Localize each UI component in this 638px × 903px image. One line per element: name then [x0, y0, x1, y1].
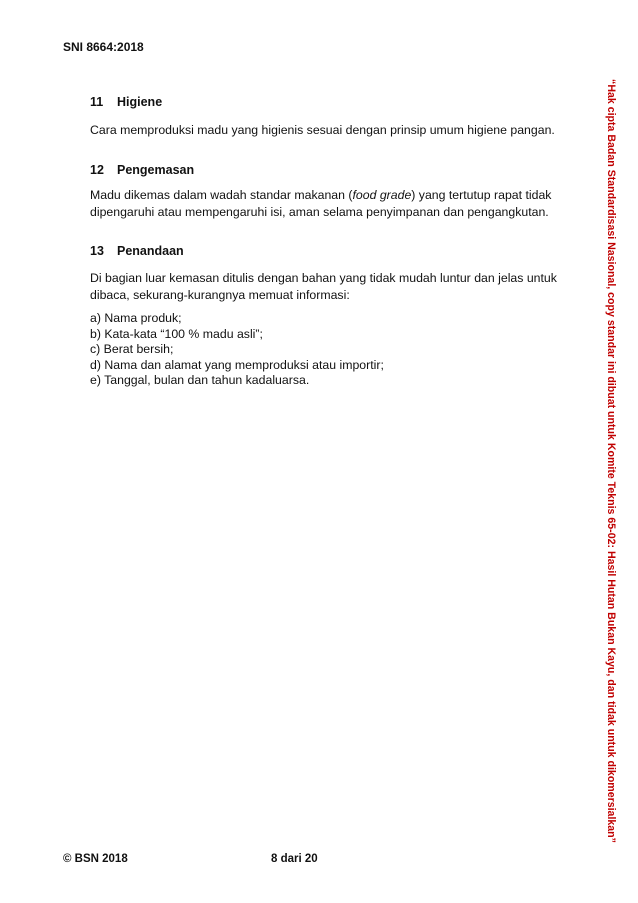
- footer-page-number: 8 dari 20: [271, 853, 318, 865]
- section-number: 11: [90, 95, 104, 109]
- document-code: SNI 8664:2018: [63, 40, 144, 54]
- watermark-text: “Hak cipta Badan Standardisasi Nasional, copy standar ini dibuat untuk Komite Teknis 65-02: Hasil Hutan Bukan Kayu, dan tidak untuk dikomersialkan”: [605, 79, 617, 843]
- section-heading-higiene: [90, 95, 162, 109]
- section-title: Pengemasan: [117, 163, 195, 177]
- paragraph-higiene: Cara memproduksi madu yang higienis sesuai dengan prinsip umum higiene pangan.: [90, 123, 555, 137]
- paragraph-text: Madu dikemas dalam wadah standar makanan (: [90, 188, 353, 202]
- section-title: Penandaan: [117, 244, 184, 258]
- paragraph-pengemasan: [90, 187, 570, 221]
- section-title: Higiene: [117, 95, 163, 109]
- list-item: a) Nama produk;: [90, 311, 182, 325]
- paragraph-penandaan: Di bagian luar kemasan ditulis dengan bahan yang tidak mudah luntur dan jelas untuk dibaca, sekurang-kurangnya memuat informasi:: [90, 271, 557, 302]
- label-info-list: [90, 311, 384, 389]
- section-number: 12: [90, 163, 104, 177]
- section-heading-penandaan: [90, 244, 184, 258]
- food-grade-term: food grade: [352, 188, 412, 202]
- list-item: e) Tanggal, bulan dan tahun kadaluarsa.: [90, 373, 310, 387]
- list-item: c) Berat bersih;: [90, 342, 174, 356]
- list-item: b) Kata-kata “100 % madu asli”;: [90, 326, 263, 341]
- section-number: 13: [90, 244, 104, 258]
- paragraph-text: ) yang tertutup rapat tidak dipengaruhi atau mempengaruhi isi, aman selama penyimpanan dan pengangkutan.: [90, 188, 552, 219]
- section-heading-pengemasan: [90, 163, 194, 177]
- copyright-watermark: [603, 67, 619, 855]
- footer-copyright: © BSN 2018: [63, 853, 128, 865]
- list-item: d) Nama dan alamat yang memproduksi atau importir;: [90, 357, 384, 372]
